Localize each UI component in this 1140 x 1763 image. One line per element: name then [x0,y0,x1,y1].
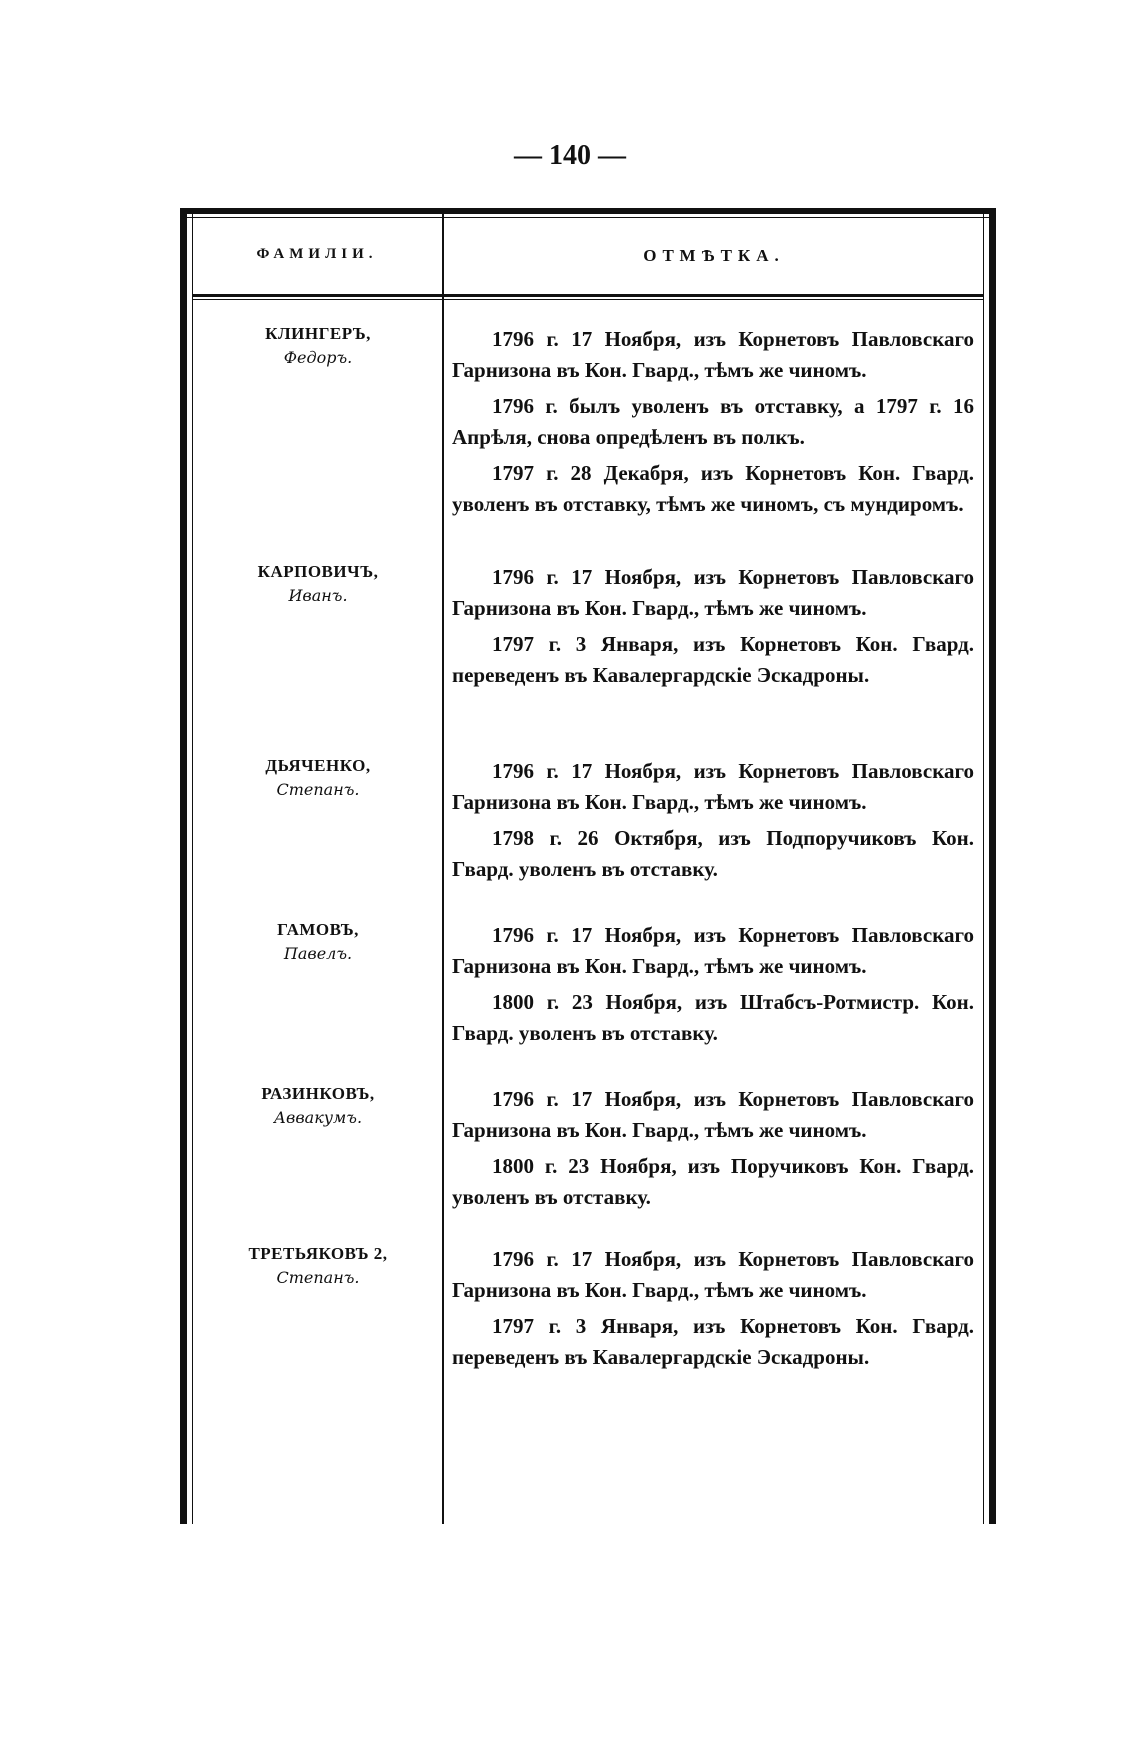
name-cell [194,1084,442,1127]
notes-cell [452,920,974,1054]
notes-cell [452,1084,974,1218]
given-name: Степанъ. [276,780,360,799]
notes-cell [452,1244,974,1378]
records-table [180,208,996,1524]
note-paragraph: 1796 г. 17 Ноября, изъ Корнетовъ Павловскаго Гарнизона въ Кон. Гвард., тѣмъ же чиномъ. [452,565,974,620]
surname: ГАМОВЪ, [277,920,359,939]
name-cell [194,562,442,605]
surname: РАЗИНКОВЪ, [261,1084,375,1103]
note-paragraph: 1797 г. 3 Января, изъ Корнетовъ Кон. Гвард. переведенъ въ Кавалергардскіе Эскадроны. [452,1314,974,1369]
table-border-left [180,214,187,1524]
header-names: ФАМИЛІИ. [256,246,378,262]
note-paragraph: 1800 г. 23 Ноября, изъ Поручиковъ Кон. Гвард. уволенъ въ отставку. [452,1154,974,1209]
surname: КЛИНГЕРЪ, [265,324,371,343]
surname: КАРПОВИЧЪ, [257,562,379,581]
name-cell [194,324,442,367]
note-paragraph: 1796 г. былъ уволенъ въ отставку, а 1797 г. 16 Апрѣля, снова опредѣленъ въ полкъ. [452,394,974,449]
note-paragraph: 1796 г. 17 Ноября, изъ Корнетовъ Павловскаго Гарнизона въ Кон. Гвард., тѣмъ же чиномъ. [452,1087,974,1142]
note-paragraph: 1796 г. 17 Ноября, изъ Корнетовъ Павловскаго Гарнизона въ Кон. Гвард., тѣмъ же чиномъ. [452,327,974,382]
surname: ДЬЯЧЕНКО, [265,756,371,775]
surname: ТРЕТЬЯКОВЪ 2, [248,1244,388,1263]
table-border-left-inner [192,214,193,1524]
notes-cell [452,562,974,696]
given-name: Аввакумъ. [273,1108,363,1127]
page-number: — 140 — [514,140,626,171]
note-paragraph: 1796 г. 17 Ноября, изъ Корнетовъ Павловскаго Гарнизона въ Кон. Гвард., тѣмъ же чиномъ. [452,1247,974,1302]
table-border-right-inner [983,214,984,1524]
table-border-right [989,214,996,1524]
note-paragraph: 1800 г. 23 Ноября, изъ Штабсъ-Ротмистр. Кон. Гвард. уволенъ въ отставку. [452,990,974,1045]
notes-cell [452,756,974,890]
name-cell [194,920,442,963]
header-rule-thin [192,299,984,300]
note-paragraph: 1797 г. 28 Декабря, изъ Корнетовъ Кон. Гвард. уволенъ въ отставку, тѣмъ же чиномъ, съ мундиромъ. [452,461,974,516]
given-name: Федоръ. [283,348,353,367]
note-paragraph: 1798 г. 26 Октября, изъ Подпоручиковъ Кон. Гвард. уволенъ въ отставку. [452,826,974,881]
given-name: Павелъ. [283,944,353,963]
name-cell [194,1244,442,1287]
given-name: Степанъ. [276,1268,360,1287]
note-paragraph: 1797 г. 3 Января, изъ Корнетовъ Кон. Гвард. переведенъ въ Кавалергардскіе Эскадроны. [452,632,974,687]
note-paragraph: 1796 г. 17 Ноября, изъ Корнетовъ Павловскаго Гарнизона въ Кон. Гвард., тѣмъ же чиномъ. [452,923,974,978]
name-cell [194,756,442,799]
notes-cell [452,324,974,525]
note-paragraph: 1796 г. 17 Ноября, изъ Корнетовъ Павловскаго Гарнизона въ Кон. Гвард., тѣмъ же чиномъ. [452,759,974,814]
header-notes: ОТМѢТКА. [643,246,785,265]
given-name: Иванъ. [288,586,348,605]
column-divider [442,214,444,1524]
header-rule [192,294,984,297]
